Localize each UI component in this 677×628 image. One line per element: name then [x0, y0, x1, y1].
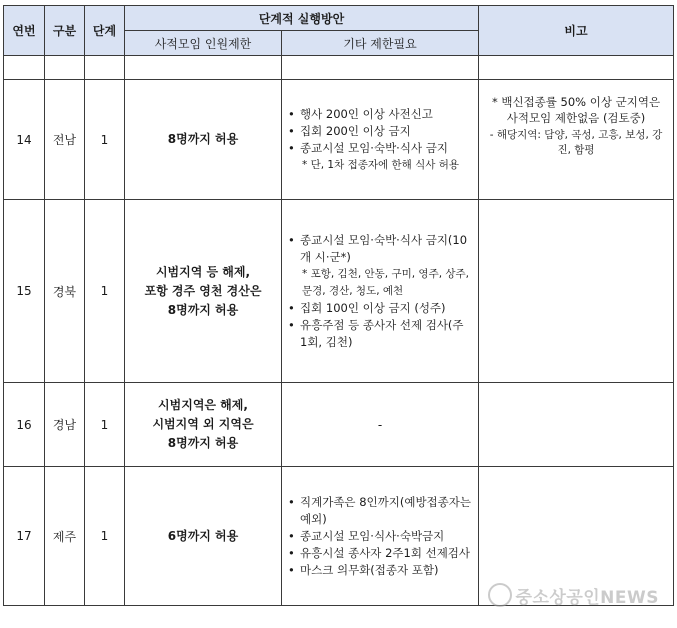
- row-stage: 1: [85, 200, 125, 383]
- other-item: • 마스크 의무화(접종자 포함): [288, 562, 472, 579]
- row-stage: 1: [85, 383, 125, 467]
- row-other: [282, 467, 479, 606]
- spacer-cell: [4, 56, 45, 80]
- other-item: • 종교시설 모임·숙박·식사 금지: [288, 140, 472, 157]
- limit-line: 시범지역 등 해제,: [155, 264, 251, 279]
- header-region: 구분: [45, 6, 85, 56]
- header-stage: 단계: [85, 6, 125, 56]
- limit-line: 시범지역은 해제,: [158, 398, 248, 412]
- other-item: • 유흥주점 등 종사자 선제 검사(주 1회, 김천): [288, 317, 472, 351]
- row-number: 16: [4, 383, 45, 467]
- other-item: • 집회 200인 이상 금지: [288, 123, 472, 140]
- row-limit: [125, 80, 282, 200]
- row-other: [282, 80, 479, 200]
- other-item: • 유흥시설 종사자 2주1회 선제검사: [288, 545, 472, 562]
- row-region: 전남: [45, 80, 85, 200]
- watermark-logo-icon: [488, 583, 512, 607]
- limit-line: 8명까지 허용: [167, 132, 239, 146]
- row-region: 제주: [45, 467, 85, 606]
- limit-line: 시범지역 외 지역은: [152, 417, 254, 431]
- spacer-row: [4, 56, 674, 80]
- spacer-cell: [85, 56, 125, 80]
- other-list: [288, 494, 472, 579]
- watermark: [488, 583, 659, 608]
- row-number: 17: [4, 467, 45, 606]
- note-sub: - 해당지역: 담양, 곡성, 고흥, 보성, 강진, 함평: [489, 129, 663, 156]
- header-plan-group: 단계적 실행방안: [125, 6, 479, 31]
- policy-table: [3, 5, 674, 606]
- header-limit: 사적모임 인원제한: [125, 31, 282, 56]
- other-subnote: * 단, 1차 접종자에 한해 식사 허용: [302, 158, 460, 171]
- row-limit: [125, 467, 282, 606]
- watermark-text: 중소상공인NEWS: [515, 588, 659, 608]
- row-other: [282, 200, 479, 383]
- spacer-cell: [479, 56, 674, 80]
- row-stage: 1: [85, 80, 125, 200]
- spacer-cell: [282, 56, 479, 80]
- limit-line: 8명까지 허용: [167, 302, 239, 317]
- other-item: • 행사 200인 이상 사전신고: [288, 106, 472, 123]
- other-subnote: * 포항, 김천, 안동, 구미, 영주, 상주, 문경, 경산, 청도, 예천: [302, 267, 470, 297]
- row-limit: [125, 200, 282, 383]
- header-other: 기타 제한필요: [282, 31, 479, 56]
- row-other: -: [282, 383, 479, 467]
- other-item: • 집회 100인 이상 금지 (성주): [288, 300, 472, 317]
- row-note-empty: [479, 383, 674, 467]
- row-number: 15: [4, 200, 45, 383]
- row-stage: 1: [85, 467, 125, 606]
- limit-line: 포항 경주 영천 경산은: [144, 283, 262, 298]
- spacer-cell: [125, 56, 282, 80]
- other-list: [288, 106, 472, 174]
- spacer-cell: [45, 56, 85, 80]
- row-note: [479, 80, 674, 200]
- row-region: 경북: [45, 200, 85, 383]
- limit-line: 6명까지 허용: [167, 528, 239, 543]
- table-row: [4, 383, 674, 467]
- other-item: • 종교시설 모임·숙박·식사 금지(10개 시·군*): [288, 232, 472, 266]
- other-item: • 종교시설 모임·식사·숙박금지: [288, 528, 472, 545]
- other-list: [288, 232, 472, 351]
- header-no: 연번: [4, 6, 45, 56]
- note-main: * 백신접종률 50% 이상 군지역은 사적모임 제한없음 (검토중): [491, 95, 661, 125]
- table-row: [4, 200, 674, 383]
- row-limit: [125, 383, 282, 467]
- header-note: 비고: [479, 6, 674, 56]
- other-item: • 직계가족은 8인까지(예방접종자는 예외): [288, 494, 472, 528]
- row-note-empty: [479, 200, 674, 383]
- limit-line: 8명까지 허용: [167, 436, 239, 450]
- table-row: [4, 80, 674, 200]
- row-region: 경남: [45, 383, 85, 467]
- row-number: 14: [4, 80, 45, 200]
